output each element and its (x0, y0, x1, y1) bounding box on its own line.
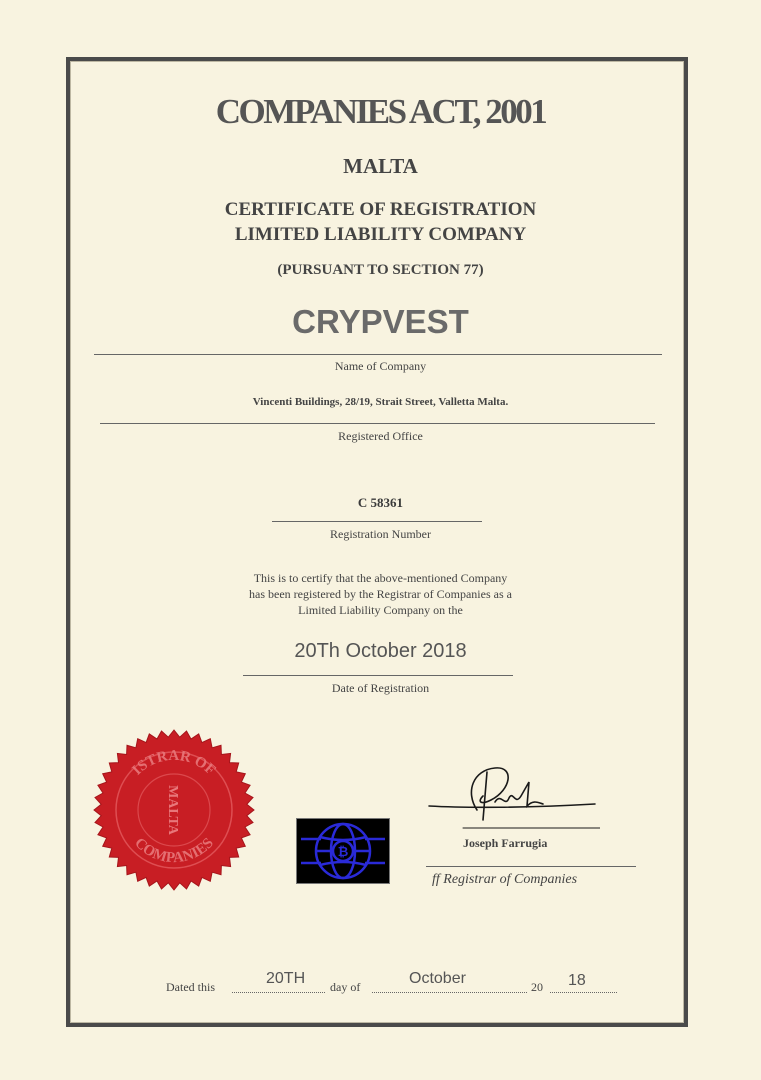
dated-day-of: day of (330, 980, 361, 994)
seal-text-bottom: COMPANIES (131, 834, 217, 867)
registered-office-label: Registered Office (338, 429, 423, 443)
registration-date-rule (243, 675, 513, 676)
dated-year: 18 (568, 972, 586, 989)
dated-month: October (409, 970, 466, 987)
company-name-rule (94, 354, 662, 355)
certificate-title-line1: CERTIFICATE OF REGISTRATION (224, 199, 537, 220)
signatory-name: Joseph Farrugia (463, 836, 548, 850)
bitcoin-globe-icon (297, 819, 389, 883)
seal-center-text: MALTA (165, 785, 180, 835)
certificate-title-line2: LIMITED LIABILITY COMPANY (234, 224, 527, 245)
certification-line1: This is to certify that the above-mentioned Company (253, 571, 508, 585)
dated-prefix: Dated this (166, 980, 215, 994)
month-blank (372, 992, 527, 993)
year-blank (550, 992, 617, 993)
bitcoin-globe-logo (296, 818, 390, 884)
registered-office-address: Vincenti Buildings, 28/19, Strait Street, Valletta Malta. (252, 396, 509, 408)
registrar-title: ff Registrar of Companies (432, 872, 578, 887)
svg-text:₿: ₿ (337, 844, 349, 859)
registrar-rule (426, 866, 636, 867)
certificate-title (0, 197, 761, 247)
registration-number-rule (272, 521, 482, 522)
handwritten-signature (425, 762, 600, 832)
company-name-label: Name of Company (334, 359, 427, 373)
registration-number-label: Registration Number (330, 527, 431, 541)
dated-day: 20TH (266, 970, 306, 987)
address-rule (100, 423, 655, 424)
registration-date: 20Th October 2018 (294, 640, 467, 662)
act-title: COMPANIES ACT, 2001 (215, 92, 546, 131)
dated-century: 20 (531, 980, 543, 994)
pursuant-section: (PURSUANT TO SECTION 77) (277, 262, 484, 278)
country-title: MALTA (343, 154, 418, 178)
registration-date-label: Date of Registration (331, 681, 430, 695)
certification-statement (0, 570, 761, 618)
day-blank (232, 992, 325, 993)
registration-number: C 58361 (357, 495, 404, 510)
seal-text-top: ISTRAR OF (129, 747, 219, 779)
certification-line2: has been registered by the Registrar of Companies as a (249, 587, 512, 601)
company-name: CRYPVEST (292, 303, 469, 340)
certification-line3: Limited Liability Company on the (298, 603, 463, 617)
red-seal-icon (92, 716, 256, 904)
